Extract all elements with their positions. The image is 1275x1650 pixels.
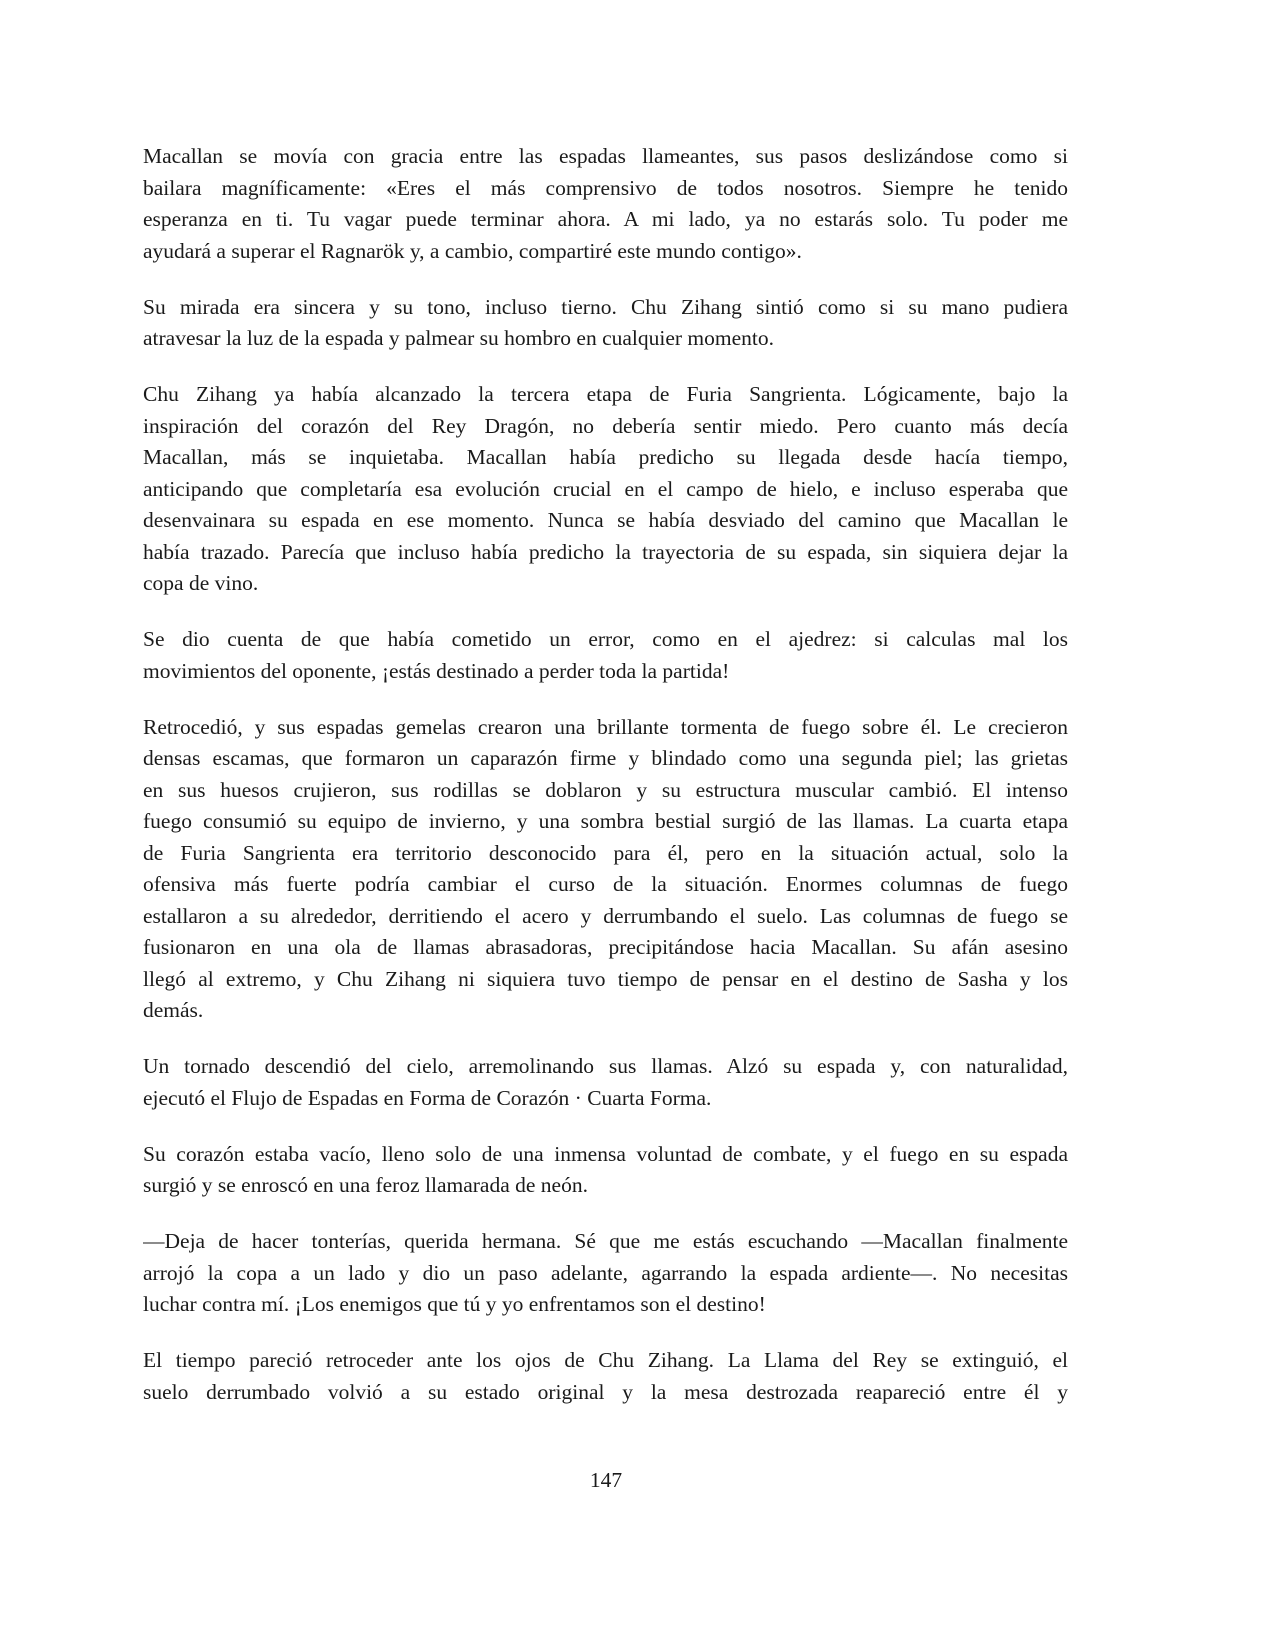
- text-line: fusionaron en una ola de llamas abrasadoras, precipitándose hacia Macallan. Su afán asesino: [143, 935, 1068, 959]
- text-line: bailara magníficamente: «Eres el más comprensivo de todos nosotros. Siempre he tenido: [143, 175, 1068, 200]
- text-line: El tiempo pareció retroceder ante los ojos de Chu Zihang. La Llama del Rey se extinguió, el: [143, 1348, 1068, 1372]
- text-line: Su mirada era sincera y su tono, incluso tierno. Chu Zihang sintió como si su mano pudiera: [143, 294, 1068, 319]
- text-line: de Furia Sangrienta era territorio desconocido para él, pero en la situación actual, solo la: [143, 840, 1068, 865]
- text-line: Su corazón estaba vacío, lleno solo de una inmensa voluntad de combate, y el fuego en su espada: [143, 1141, 1068, 1166]
- page-body: [143, 141, 1068, 1433]
- text-line: fuego consumió su equipo de invierno, y una sombra bestial surgió de las llamas. La cuarta etapa: [143, 809, 1068, 833]
- text-line: luchar contra mí. ¡Los enemigos que tú y yo enfrentamos son el destino!: [143, 1292, 766, 1316]
- paragraph: [143, 1051, 1068, 1114]
- text-line: esperanza en ti. Tu vagar puede terminar ahora. A mi lado, ya no estarás solo. Tu poder me: [143, 207, 1068, 231]
- paragraph: [143, 1226, 1068, 1321]
- text-line: Retrocedió, y sus espadas gemelas crearon una brillante tormenta de fuego sobre él. Le crecieron: [143, 714, 1068, 739]
- text-line: llegó al extremo, y Chu Zihang ni siquiera tuvo tiempo de pensar en el destino de Sasha y los: [143, 966, 1068, 991]
- paragraph: [143, 1345, 1068, 1408]
- text-line: demás.: [143, 998, 204, 1022]
- text-line: movimientos del oponente, ¡estás destinado a perder toda la partida!: [143, 658, 730, 683]
- text-line: arrojó la copa a un lado y dio un paso adelante, agarrando la espada ardiente—. No necesitas: [143, 1260, 1068, 1285]
- text-line: ayudará a superar el Ragnarök y, a cambio, compartiré este mundo contigo».: [143, 238, 802, 263]
- text-line: suelo derrumbado volvió a su estado original y la mesa destrozada reapareció entre él y: [143, 1379, 1068, 1404]
- paragraph: [143, 379, 1068, 600]
- text-line: atravesar la luz de la espada y palmear su hombro en cualquier momento.: [143, 326, 775, 350]
- text-line: surgió y se enroscó en una feroz llamarada de neón.: [143, 1173, 588, 1197]
- text-line: Macallan se movía con gracia entre las espadas llameantes, sus pasos deslizándose como si: [143, 144, 1068, 168]
- text-line: Un tornado descendió del cielo, arremolinando sus llamas. Alzó su espada y, con naturalidad,: [143, 1054, 1068, 1078]
- paragraph: [143, 712, 1068, 1027]
- text-line: ofensiva más fuerte podría cambiar el curso de la situación. Enormes columnas de fuego: [143, 872, 1068, 896]
- paragraph: [143, 141, 1068, 267]
- text-line: ejecutó el Flujo de Espadas en Forma de Corazón · Cuarta Forma.: [143, 1085, 712, 1110]
- text-line: copa de vino.: [143, 571, 259, 595]
- page-number: 147: [589, 1468, 623, 1492]
- text-line: había trazado. Parecía que incluso había predicho la trayectoria de su espada, sin siquiera dejar la: [143, 539, 1068, 564]
- text-line: desenvainara su espada en ese momento. Nunca se había desviado del camino que Macallan le: [143, 508, 1068, 532]
- paragraph: [143, 292, 1068, 355]
- text-line: Se dio cuenta de que había cometido un error, como en el ajedrez: si calculas mal los: [143, 627, 1068, 651]
- text-line: Macallan, más se inquietaba. Macallan había predicho su llegada desde hacía tiempo,: [143, 445, 1068, 469]
- text-line: estallaron a su alrededor, derritiendo el acero y derrumbando el suelo. Las columnas de fuego se: [143, 903, 1068, 928]
- text-line: en sus huesos crujieron, sus rodillas se doblaron y su estructura muscular cambió. El intenso: [143, 777, 1068, 802]
- text-line: densas escamas, que formaron un caparazón firme y blindado como una segunda piel; las grietas: [143, 746, 1068, 770]
- text-line: anticipando que completaría esa evolución crucial en el campo de hielo, e incluso esperaba que: [143, 476, 1068, 501]
- paragraph: [143, 1139, 1068, 1202]
- text-line: Chu Zihang ya había alcanzado la tercera etapa de Furia Sangrienta. Lógicamente, bajo la: [143, 382, 1068, 406]
- paragraph: [143, 624, 1068, 687]
- text-line: inspiración del corazón del Rey Dragón, no debería sentir miedo. Pero cuanto más decía: [143, 413, 1068, 438]
- text-line: —Deja de hacer tonterías, querida hermana. Sé que me estás escuchando —Macallan finalmente: [143, 1229, 1068, 1253]
